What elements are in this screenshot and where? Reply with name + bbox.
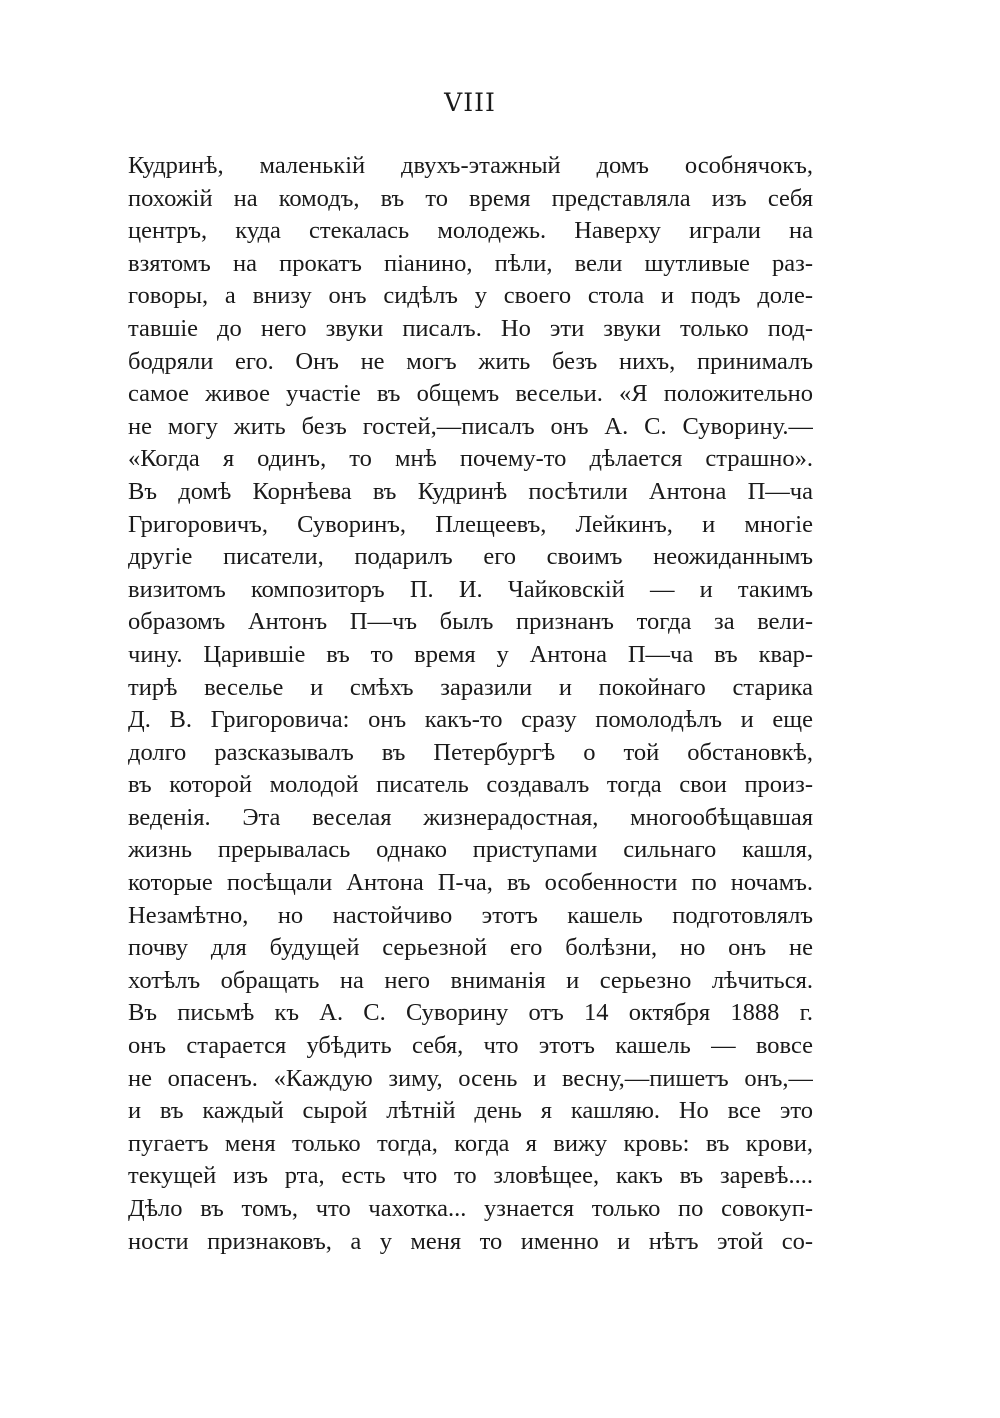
- text-line: не могу жить безъ гостей,—писалъ онъ А. С. Суворину.—: [128, 412, 813, 440]
- text-line: Въ письмѣ къ А. С. Суворину отъ 14 октября 1888 г.: [128, 999, 813, 1027]
- text-line: въ которой молодой писатель создавалъ тогда свои произ-: [128, 771, 813, 799]
- text-line: жизнь прерывалась однако приступами сильнаго кашля,: [128, 836, 813, 864]
- text-line: «Когда я одинъ, то мнѣ почему-то дѣлается страшно».: [128, 445, 813, 473]
- text-line: взятомъ на прокатъ піанино, пѣли, вели шутливые раз-: [128, 249, 813, 277]
- text-line: текущей изъ рта, есть что то зловѣщее, какъ въ заревѣ....: [128, 1162, 813, 1190]
- page-number: VIII: [444, 88, 496, 117]
- text-line: онъ старается убѣдить себя, что этотъ кашель — вовсе: [128, 1032, 813, 1060]
- text-line: хотѣлъ обращать на него вниманія и серьезно лѣчиться.: [128, 966, 813, 994]
- text-line: тавшіе до него звуки писалъ. Но эти звуки только под-: [128, 314, 813, 342]
- text-line: Григоровичъ, Суворинъ, Плещеевъ, Лейкинъ, и многіе: [128, 510, 813, 538]
- text-line: Д. В. Григоровича: онъ какъ-то сразу помолодѣлъ и еще: [128, 706, 813, 734]
- text-line: образомъ Антонъ П—чъ былъ признанъ тогда за вели-: [128, 608, 813, 636]
- text-line: и въ каждый сырой лѣтній день я кашляю. Но все это: [128, 1097, 813, 1125]
- text-line: Незамѣтно, но настойчиво этотъ кашель подготовлялъ: [128, 901, 813, 929]
- text-line: говоры, а внизу онъ сидѣлъ у своего стола и подъ доле-: [128, 282, 813, 310]
- text-line: веденія. Эта веселая жизнерадостная, многообѣщавшая: [128, 803, 813, 831]
- text-line: самое живое участіе въ общемъ весельи. «Я положительно: [128, 380, 813, 408]
- text-line: долго разсказывалъ въ Петербургѣ о той обстановкѣ,: [128, 738, 813, 766]
- text-line: ности признаковъ, а у меня то именно и нѣтъ этой со-: [128, 1227, 813, 1255]
- text-line: чину. Царившіе въ то время у Антона П—ча въ квар-: [128, 640, 813, 668]
- body-text: [128, 150, 813, 1258]
- text-line: которые посѣщали Антона П-ча, въ особенности по ночамъ.: [128, 869, 813, 897]
- text-line: визитомъ композиторъ П. И. Чайковскій — и такимъ: [128, 575, 813, 603]
- text-line: другіе писатели, подарилъ его своимъ неожиданнымъ: [128, 543, 813, 571]
- text-line: тирѣ веселье и смѣхъ заразили и покойнаго старика: [128, 673, 813, 701]
- text-line: Кудринѣ, маленькій двухъ-этажный домъ особнячокъ,: [128, 152, 813, 179]
- text-line: не опасенъ. «Каждую зиму, осень и весну,—пишетъ онъ,—: [128, 1064, 813, 1092]
- text-line: пугаетъ меня только тогда, когда я вижу кровь: въ крови,: [128, 1129, 813, 1157]
- text-line: Дѣло въ томъ, что чахотка... узнается только по совокуп-: [128, 1195, 813, 1222]
- text-line: центръ, куда стекалась молодежь. Наверху играли на: [128, 217, 813, 245]
- text-line: бодряли его. Онъ не могъ жить безъ нихъ, принималъ: [128, 347, 813, 375]
- text-line: Въ домѣ Корнѣева въ Кудринѣ посѣтили Антона П—ча: [128, 477, 813, 505]
- text-line: похожій на комодъ, въ то время представляла изъ себя: [128, 184, 813, 212]
- text-line: почву для будущей серьезной его болѣзни, но онъ не: [128, 934, 813, 962]
